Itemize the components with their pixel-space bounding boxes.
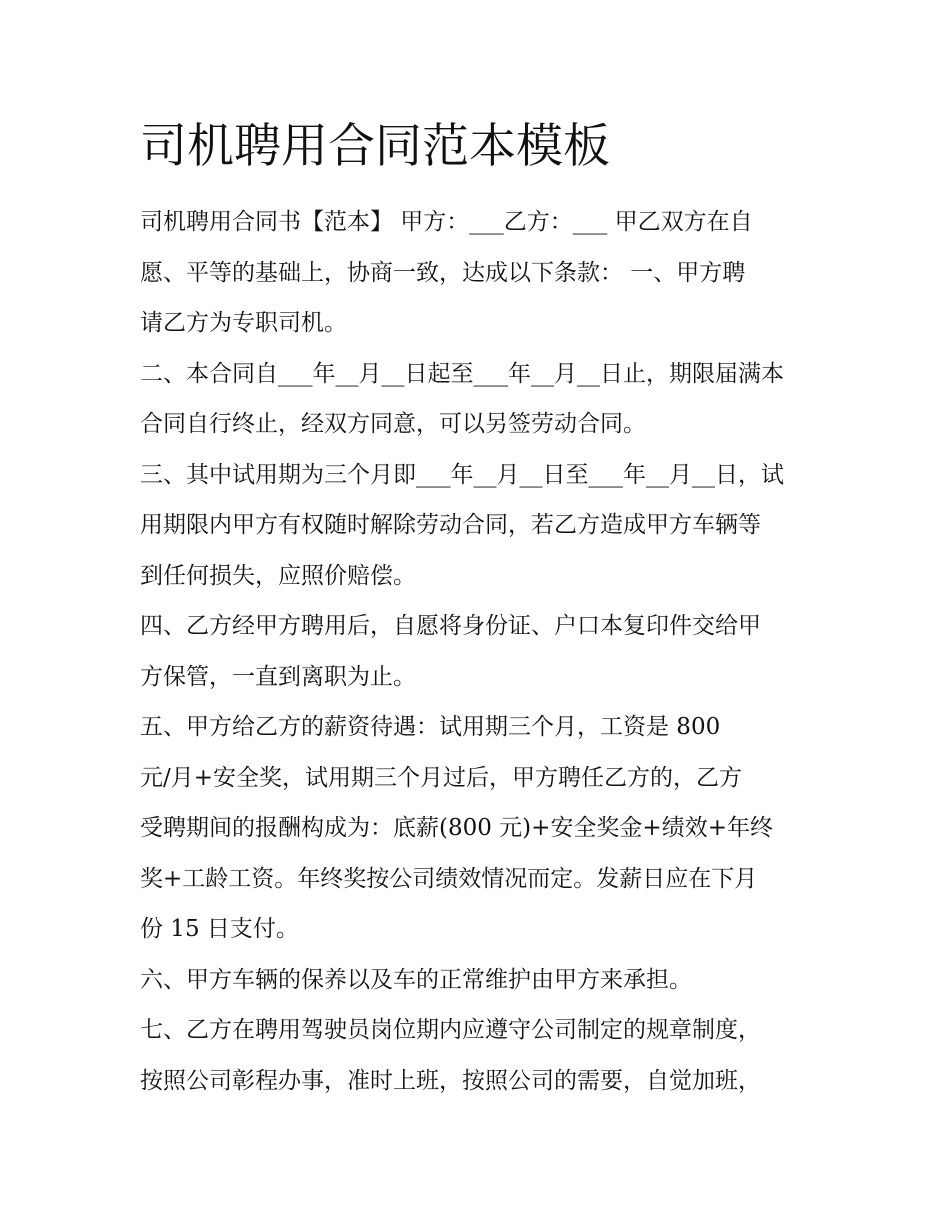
body-line: 司机聘用合同书【范本】 甲方：___乙方：___ 甲乙双方在自 — [140, 209, 753, 235]
body-line: 合同自行终止，经双方同意，可以另签劳动合同。 — [140, 411, 646, 437]
body-line: 七、乙方在聘用驾驶员岗位期内应遵守公司制定的规章制度， — [140, 1017, 761, 1043]
body-line: 二、本合同自___年__月__日起至___年__月__日止，期限届满本 — [140, 360, 784, 387]
body-line: 方保管，一直到离职为止。 — [140, 663, 416, 690]
body-line: 六、甲方车辆的保养以及车的正常维护由甲方来承担。 — [140, 966, 692, 993]
body-line: 请乙方为专职司机。 — [140, 310, 347, 336]
body-line: 用期限内甲方有权随时解除劳动合同，若乙方造成甲方车辆等 — [140, 512, 761, 538]
body-line: 份 15 日支付。 — [140, 916, 299, 942]
body-line: 愿、平等的基础上，协商一致，达成以下条款： 一、甲方聘 — [140, 259, 746, 286]
document-body — [140, 197, 820, 1106]
body-line: 奖+工龄工资。年终奖按公司绩效情况而定。发薪日应在下月 — [140, 865, 758, 892]
body-line: 四、乙方经甲方聘用后，自愿将身份证、户口本复印件交给甲 — [140, 613, 761, 639]
body-line: 受聘期间的报酬构成为：底薪(800 元)+安全奖金+绩效+年终 — [140, 815, 773, 841]
body-line: 按照公司彰程办事，准时上班，按照公司的需要，自觉加班， — [140, 1067, 761, 1094]
body-line: 到任何损失，应照价赔偿。 — [140, 562, 416, 589]
document-title: 司机聘用合同范本模板 — [140, 119, 610, 174]
body-line: 元/月+安全奖，试用期三个月过后，甲方聘任乙方的，乙方 — [140, 764, 743, 791]
body-line: 五、甲方给乙方的薪资待遇：试用期三个月，工资是 800 — [140, 714, 721, 740]
body-line: 三、其中试用期为三个月即___年__月__日至___年__月__日，试 — [140, 461, 784, 488]
